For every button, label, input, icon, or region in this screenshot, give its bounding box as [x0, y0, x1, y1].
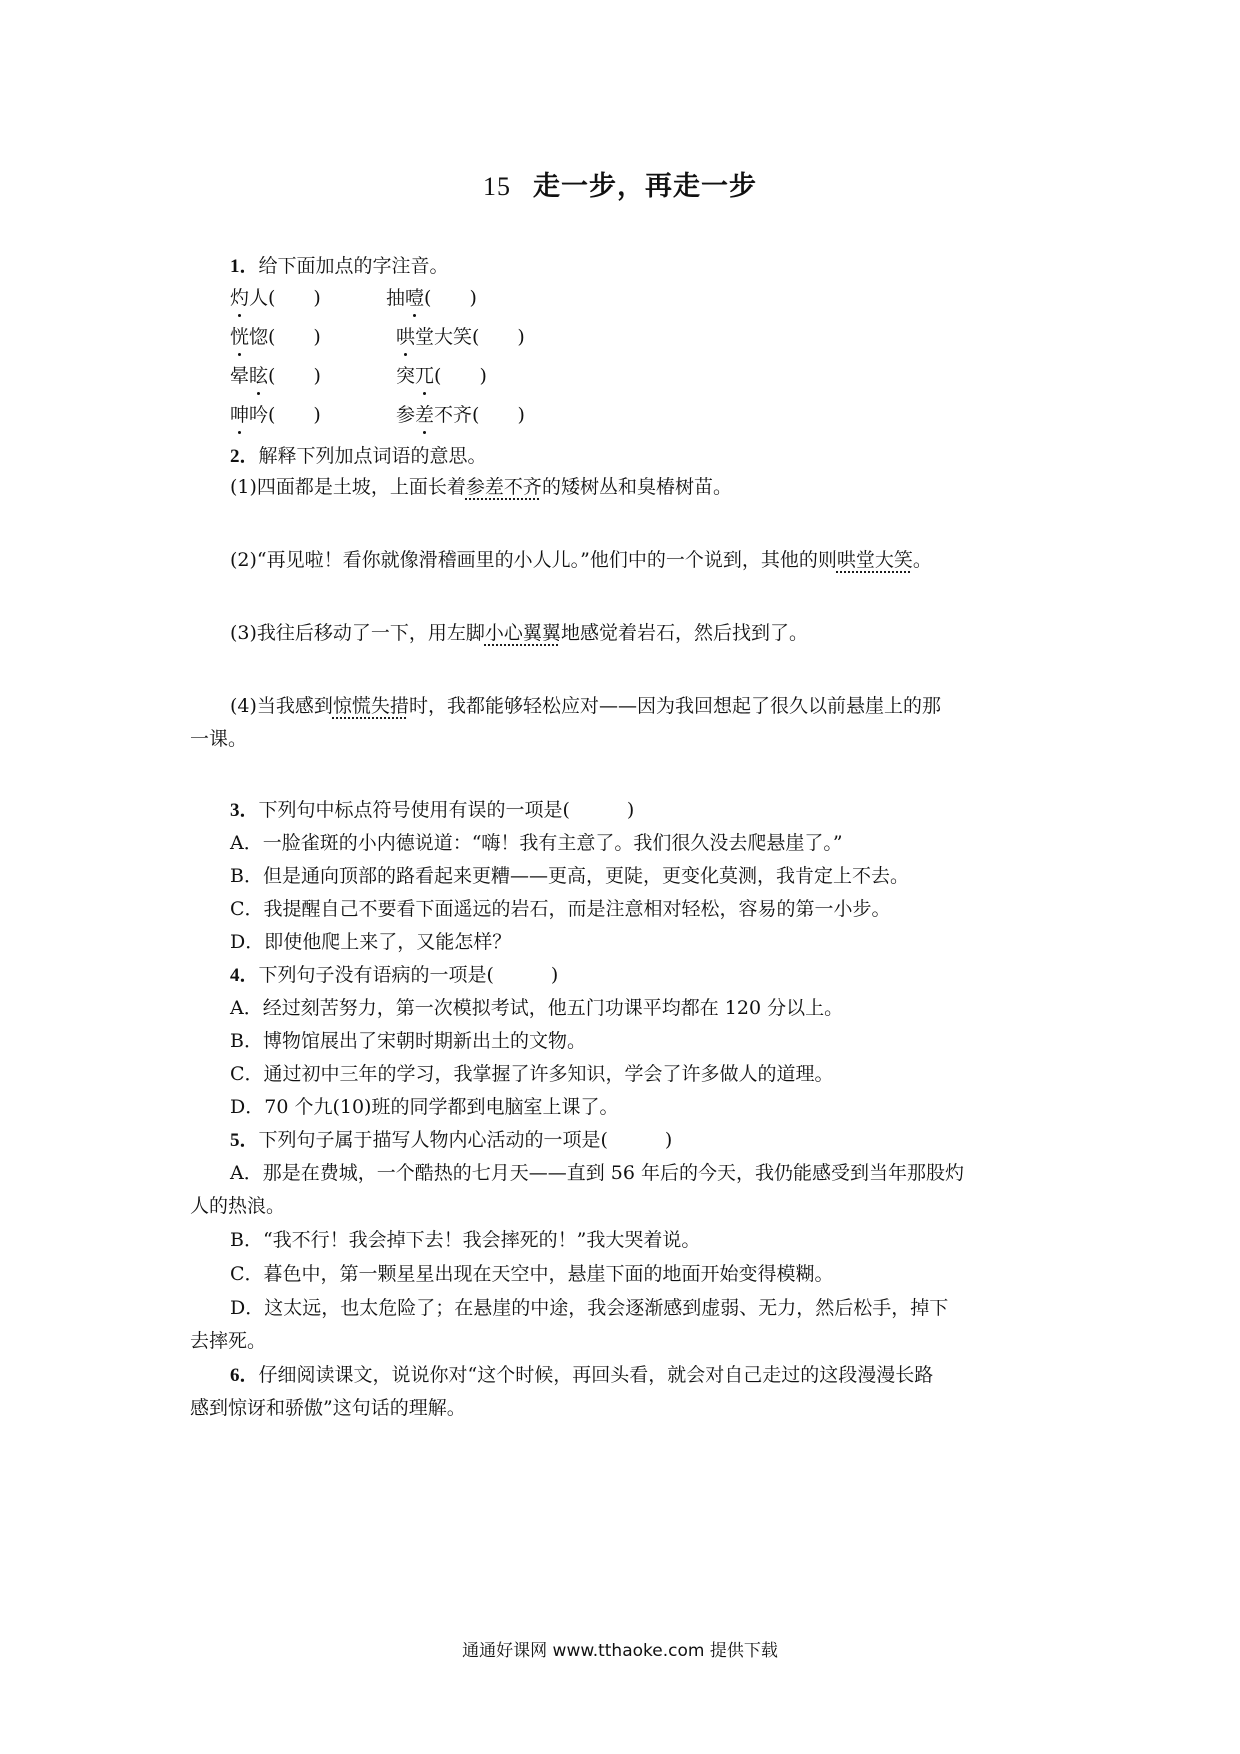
question-3-prompt — [230, 796, 634, 825]
question-4-option-c: C．通过初中三年的学习，我掌握了许多知识，学会了许多做人的道理。 — [230, 1063, 834, 1085]
question-2-sentence-1 — [230, 473, 732, 501]
sentence-text: (2)“再见啦！看你就像滑稽画里的小人儿。”他们中的一个说到，其他的则 — [230, 549, 837, 571]
question-6-prompt — [230, 1361, 933, 1390]
question-number: 2． — [230, 446, 259, 467]
pinyin-item — [230, 401, 321, 429]
question-5-option-a-cont: 人的热浪。 — [190, 1195, 286, 1217]
item-text: 抽 — [386, 287, 406, 309]
dotted-word: 惊慌失措 — [332, 695, 409, 717]
pinyin-item — [230, 284, 321, 312]
sentence-text: (3)我往后移动了一下，用左脚 — [230, 622, 485, 644]
page-title — [0, 164, 1240, 203]
dotted-char: 恍 — [230, 323, 249, 351]
dotted-char: 噎 — [405, 284, 424, 312]
sentence-text: 。 — [912, 549, 932, 571]
question-5-option-a: A．那是在费城，一个酷热的七月天——直到 56 年后的今天，我仍能感受到当年那股灼 — [230, 1162, 964, 1184]
question-5-option-b: B．“我不行！我会掉下去！我会摔死的！”我大哭着说。 — [230, 1229, 701, 1251]
dotted-char: 兀 — [415, 362, 434, 390]
question-4-prompt — [230, 961, 558, 990]
question-2-sentence-3 — [230, 619, 808, 647]
item-text: ( ) — [424, 287, 477, 309]
pinyin-item — [386, 284, 477, 312]
question-4-option-b: B．博物馆展出了宋朝时期新出土的文物。 — [230, 1030, 586, 1052]
sentence-text: (1)四面都是土坡，上面长着 — [230, 476, 466, 498]
item-text: 不齐( ) — [434, 404, 525, 426]
item-text: 参 — [396, 404, 416, 426]
question-text: 下列句子没有语病的一项是( ) — [258, 964, 559, 986]
question-number: 6． — [230, 1365, 259, 1386]
dotted-char: 眩 — [249, 362, 268, 390]
item-text: 人( ) — [249, 287, 321, 309]
sentence-text: 时，我都能够轻松应对——因为我回想起了很久以前悬崖上的那 — [408, 695, 941, 717]
question-5-prompt — [230, 1126, 672, 1155]
lesson-title: 走一步，再走一步 — [533, 171, 757, 202]
dotted-char: 呻 — [230, 401, 249, 429]
sentence-text: (4)当我感到 — [230, 695, 333, 717]
dotted-word-text: 参差不齐 — [465, 476, 542, 498]
question-4-option-d: D．70 个九(10)班的同学都到电脑室上课了。 — [230, 1096, 619, 1118]
question-text: 下列句子属于描写人物内心活动的一项是( ) — [258, 1129, 673, 1151]
question-text: 仔细阅读课文，说说你对“这个时候，再回头看，就会对自己走过的这段漫漫长路 — [258, 1364, 934, 1386]
pinyin-item — [396, 323, 525, 351]
page-footer: 通通好课网 www.tthaoke.com 提供下载 — [462, 1641, 778, 1661]
question-4-option-a: A．经过刻苦努力，第一次模拟考试，他五门功课平均都在 120 分以上。 — [230, 997, 844, 1019]
dotted-word: 小心翼翼 — [484, 622, 561, 644]
question-number: 1． — [230, 256, 259, 277]
question-3-option-b: B．但是通向顶部的路看起来更糟——更高，更陡，更变化莫测，我肯定上不去。 — [230, 865, 909, 887]
item-text: 堂大笑( ) — [415, 326, 525, 348]
question-5-option-c: C．暮色中，第一颗星星出现在天空中，悬崖下面的地面开始变得模糊。 — [230, 1263, 834, 1285]
dotted-char: 灼 — [230, 284, 249, 312]
question-number: 5． — [230, 1130, 259, 1151]
item-text: 吟( ) — [249, 404, 321, 426]
question-text: 解释下列加点词语的意思。 — [258, 445, 487, 467]
question-3-option-c: C．我提醒自己不要看下面遥远的岩石，而是注意相对轻松，容易的第一小步。 — [230, 898, 891, 920]
question-text: 给下面加点的字注音。 — [258, 255, 449, 277]
question-6-cont: 感到惊讶和骄傲”这句话的理解。 — [190, 1397, 466, 1419]
pinyin-item — [230, 323, 321, 351]
question-number: 4． — [230, 965, 259, 986]
sentence-text: 的矮树丛和臭椿树苗。 — [541, 476, 732, 498]
question-3-option-d: D．即使他爬上来了，又能怎样？ — [230, 931, 512, 953]
question-5-option-d: D．这太远，也太危险了；在悬崖的中途，我会逐渐感到虚弱、无力，然后松手，掉下 — [230, 1297, 949, 1319]
question-1-prompt — [230, 252, 449, 281]
item-text: ( ) — [434, 365, 487, 387]
dotted-word: 哄堂大笑 — [836, 549, 913, 571]
question-number: 3． — [230, 800, 259, 821]
lesson-number: 15 — [483, 172, 511, 201]
pinyin-item — [230, 362, 321, 390]
pinyin-item — [396, 362, 487, 390]
question-2-sentence-4-cont: 一课。 — [190, 728, 248, 750]
item-text: ( ) — [268, 365, 321, 387]
item-text: 突 — [396, 365, 416, 387]
question-2-sentence-4 — [230, 692, 941, 720]
question-2-sentence-2 — [230, 546, 932, 574]
question-text: 下列句中标点符号使用有误的一项是( ) — [258, 799, 635, 821]
question-2-prompt — [230, 442, 487, 471]
dotted-char: 差 — [415, 401, 434, 429]
question-5-option-d-cont: 去摔死。 — [190, 1330, 267, 1352]
sentence-text: 地感觉着岩石，然后找到了。 — [560, 622, 808, 644]
dotted-word — [466, 476, 542, 498]
item-text: 惚( ) — [249, 326, 321, 348]
item-text: 晕 — [230, 365, 250, 387]
dotted-char: 哄 — [396, 323, 415, 351]
pinyin-item — [396, 401, 525, 429]
question-3-option-a: A．一脸雀斑的小内德说道：“嗨！我有主意了。我们很久没去爬悬崖了。” — [230, 832, 843, 854]
